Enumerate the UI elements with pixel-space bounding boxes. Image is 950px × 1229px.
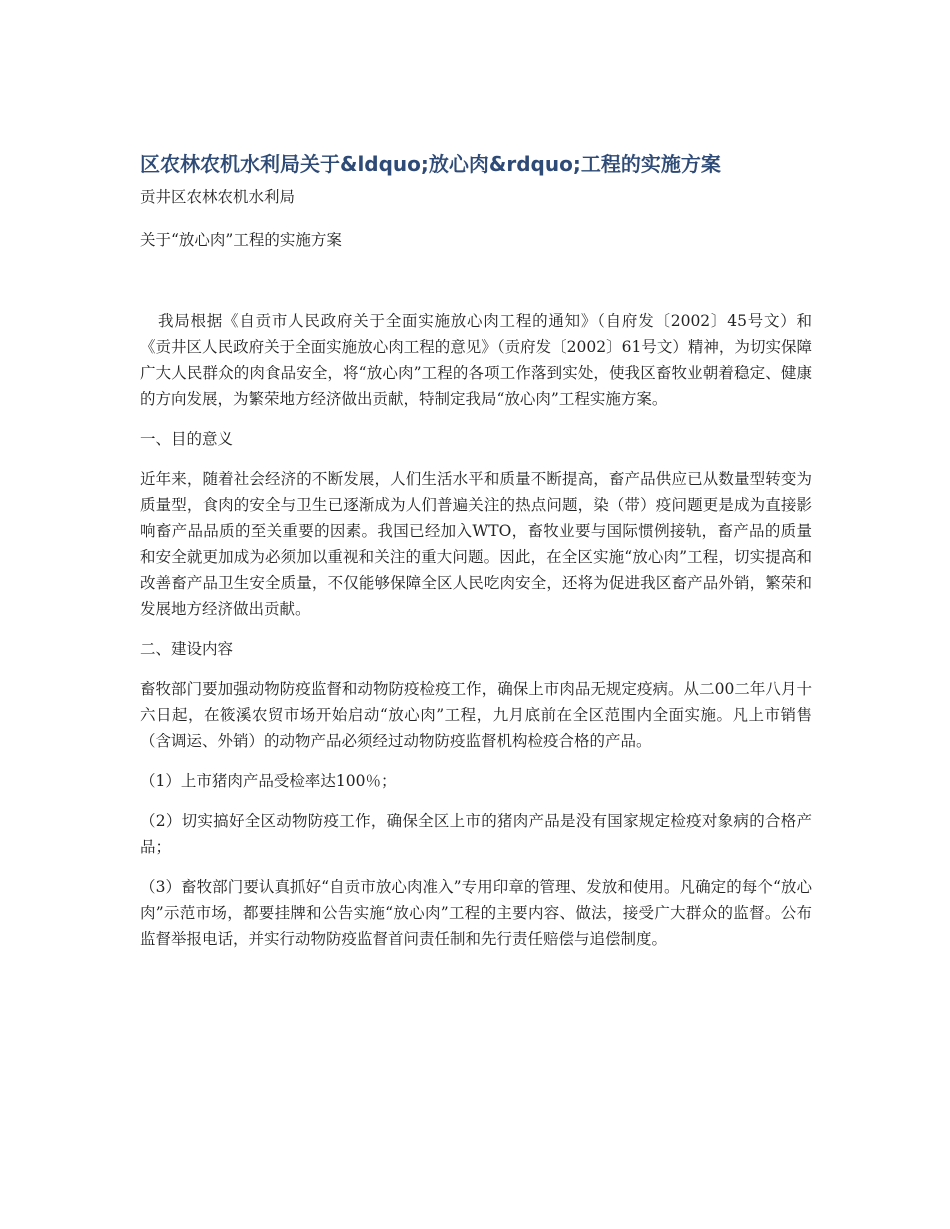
document-subtitle: 关于“放心肉”工程的实施方案: [140, 231, 342, 249]
document-title: 区农林农机水利局关于&ldquo;放心肉&rdquo;工程的实施方案: [140, 152, 721, 176]
intro-paragraph: 我局根据《自贡市人民政府关于全面实施放心肉工程的通知》（自府发〔2002〕45号文）和《贡井区人民政府关于全面实施放心肉工程的意见》（贡府发〔2002〕61号文）精神，为切实保障广大人民群众的肉食品安全，将“放心肉”工程的各项工作落到实处，使我区畜牧业朝着稳定、健康的方向发展，为繁荣地方经济做出贡献，特制定我局“放心肉”工程实施方案。: [140, 312, 812, 408]
section-2-body: 畜牧部门要加强动物防疫监督和动物防疫检疫工作，确保上市肉品无规定疫病。从二00二年八月十六日起，在筱溪农贸市场开始启动“放心肉”工程，九月底前在全区范围内全面实施。凡上市销售（含调运、外销）的动物产品必须经过动物防疫监督机构检疫合格的产品。: [140, 680, 812, 750]
section-1-body: 近年来，随着社会经济的不断发展，人们生活水平和质量不断提高，畜产品供应已从数量型转变为质量型，食肉的安全与卫生已逐渐成为人们普遍关注的热点问题，染（带）疫问题更是成为直接影响畜产品品质的至关重要的因素。我国已经加入WTO，畜牧业要与国际惯例接轨，畜产品的质量和安全就更加成为必须加以重视和关注的重大问题。因此，在全区实施“放心肉”工程，切实提高和改善畜产品卫生安全质量，不仅能够保障全区人民吃肉安全，还将为促进我区畜产品外销，繁荣和发展地方经济做出贡献。: [140, 470, 812, 618]
section-1-heading: 一、目的意义: [140, 430, 234, 448]
list-item-2: （2）切实搞好全区动物防疫工作，确保全区上市的猪肉产品是没有国家规定检疫对象病的合格产品；: [140, 812, 812, 856]
section-2-heading: 二、建设内容: [140, 640, 234, 658]
document-page: [140, 148, 812, 952]
list-item-1: （1）上市猪肉产品受检率达100％；: [140, 772, 397, 790]
document-author: 贡井区农林农机水利局: [140, 188, 296, 206]
list-item-3: （3）畜牧部门要认真抓好“自贡市放心肉准入”专用印章的管理、发放和使用。凡确定的每个“放心肉”示范市场，都要挂牌和公告实施“放心肉”工程的主要内容、做法，接受广大群众的监督。公布监督举报电话，并实行动物防疫监督首问责任制和先行责任赔偿与追偿制度。: [140, 878, 812, 948]
